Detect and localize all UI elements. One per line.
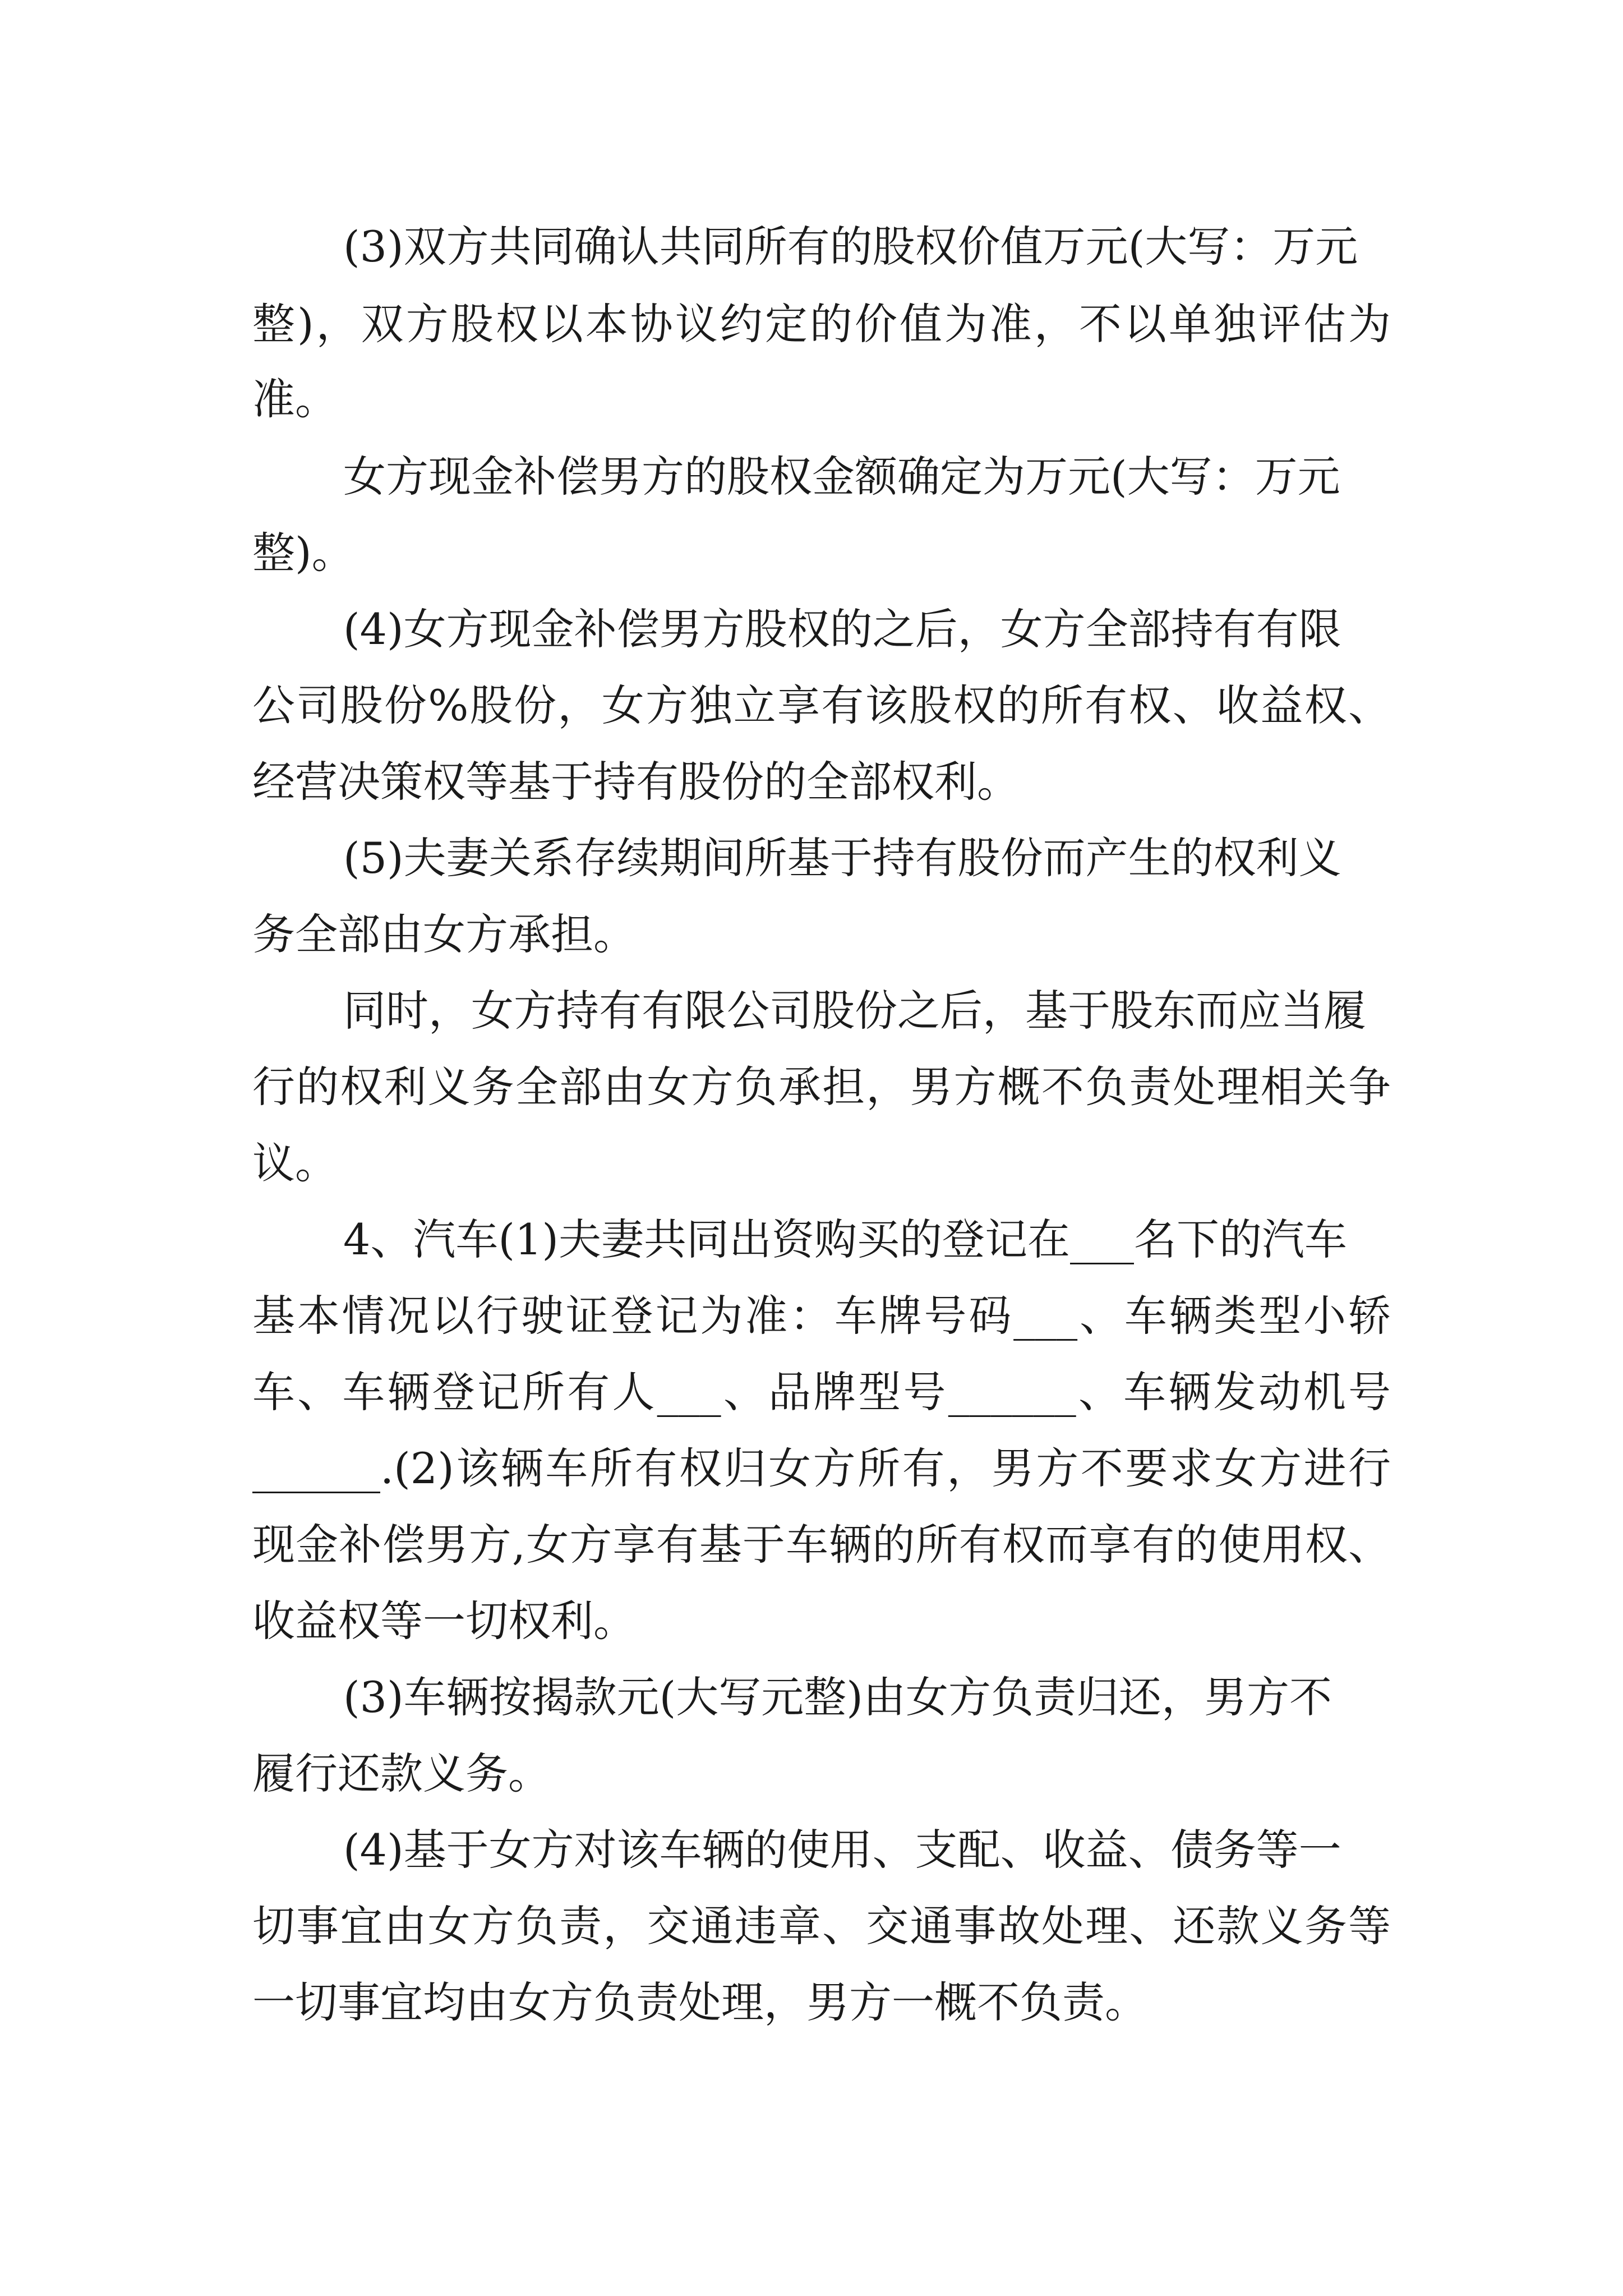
paragraph-line: 公司股份%股份，女方独立享有该股权的所有权、收益权、 <box>252 680 1391 730</box>
paragraph-line: 切事宜由女方负责，交通违章、交通事故处理、还款义务等 <box>252 1901 1391 1951</box>
paragraph-line: (5)夫妻关系存续期间所基于持有股份而产生的权利义 <box>343 833 1341 883</box>
paragraph-line: 车、车辆登记所有人___、品牌型号______、车辆发动机号 <box>252 1367 1391 1417</box>
paragraph-line: 女方现金补偿男方的股权金额确定为万元(大写：万元 <box>343 452 1340 501</box>
paragraph-line: 经营决策权等基于持有股份的全部权利。 <box>252 757 1020 807</box>
paragraph-line: (3)车辆按揭款元(大写元整)由女方负责归还，男方不 <box>343 1672 1332 1722</box>
paragraph-line: 履行还款义务。 <box>252 1749 551 1798</box>
paragraph-line: (3)双方共同确认共同所有的股权价值万元(大写：万元 <box>343 222 1358 272</box>
paragraph-line: 一切事宜均由女方负责处理，男方一概不负责。 <box>252 1977 1147 2027</box>
paragraph-line: ______.(2)该辆车所有权归女方所有，男方不要求女方进行 <box>252 1443 1391 1493</box>
paragraph-line: 同时，女方持有有限公司股份之后，基于股东而应当履 <box>343 986 1366 1036</box>
paragraph-line: (4)基于女方对该车辆的使用、支配、收益、债务等一 <box>343 1825 1341 1875</box>
paragraph-line: 4、汽车(1)夫妻共同出资购买的登记在___名下的汽车 <box>343 1214 1348 1264</box>
paragraph-line: 收益权等一切权利。 <box>252 1596 636 1646</box>
paragraph-line: (4)女方现金补偿男方股权的之后，女方全部持有有限 <box>343 604 1341 654</box>
paragraph-line: 议。 <box>252 1138 338 1188</box>
paragraph-line: 整)，双方股权以本协议约定的价值为准，不以单独评估为 <box>252 299 1391 349</box>
paragraph-line: 基本情况以行驶证登记为准：车牌号码___、车辆类型小轿 <box>252 1291 1391 1341</box>
paragraph-line: 行的权利义务全部由女方负承担，男方概不负责处理相关争 <box>252 1062 1391 1112</box>
paragraph-line: 现金补偿男方,女方享有基于车辆的所有权而享有的使用权、 <box>252 1520 1391 1570</box>
paragraph-line: 整)。 <box>252 528 354 578</box>
paragraph-line: 务全部由女方承担。 <box>252 909 636 959</box>
paragraph-line: 准。 <box>252 374 338 424</box>
